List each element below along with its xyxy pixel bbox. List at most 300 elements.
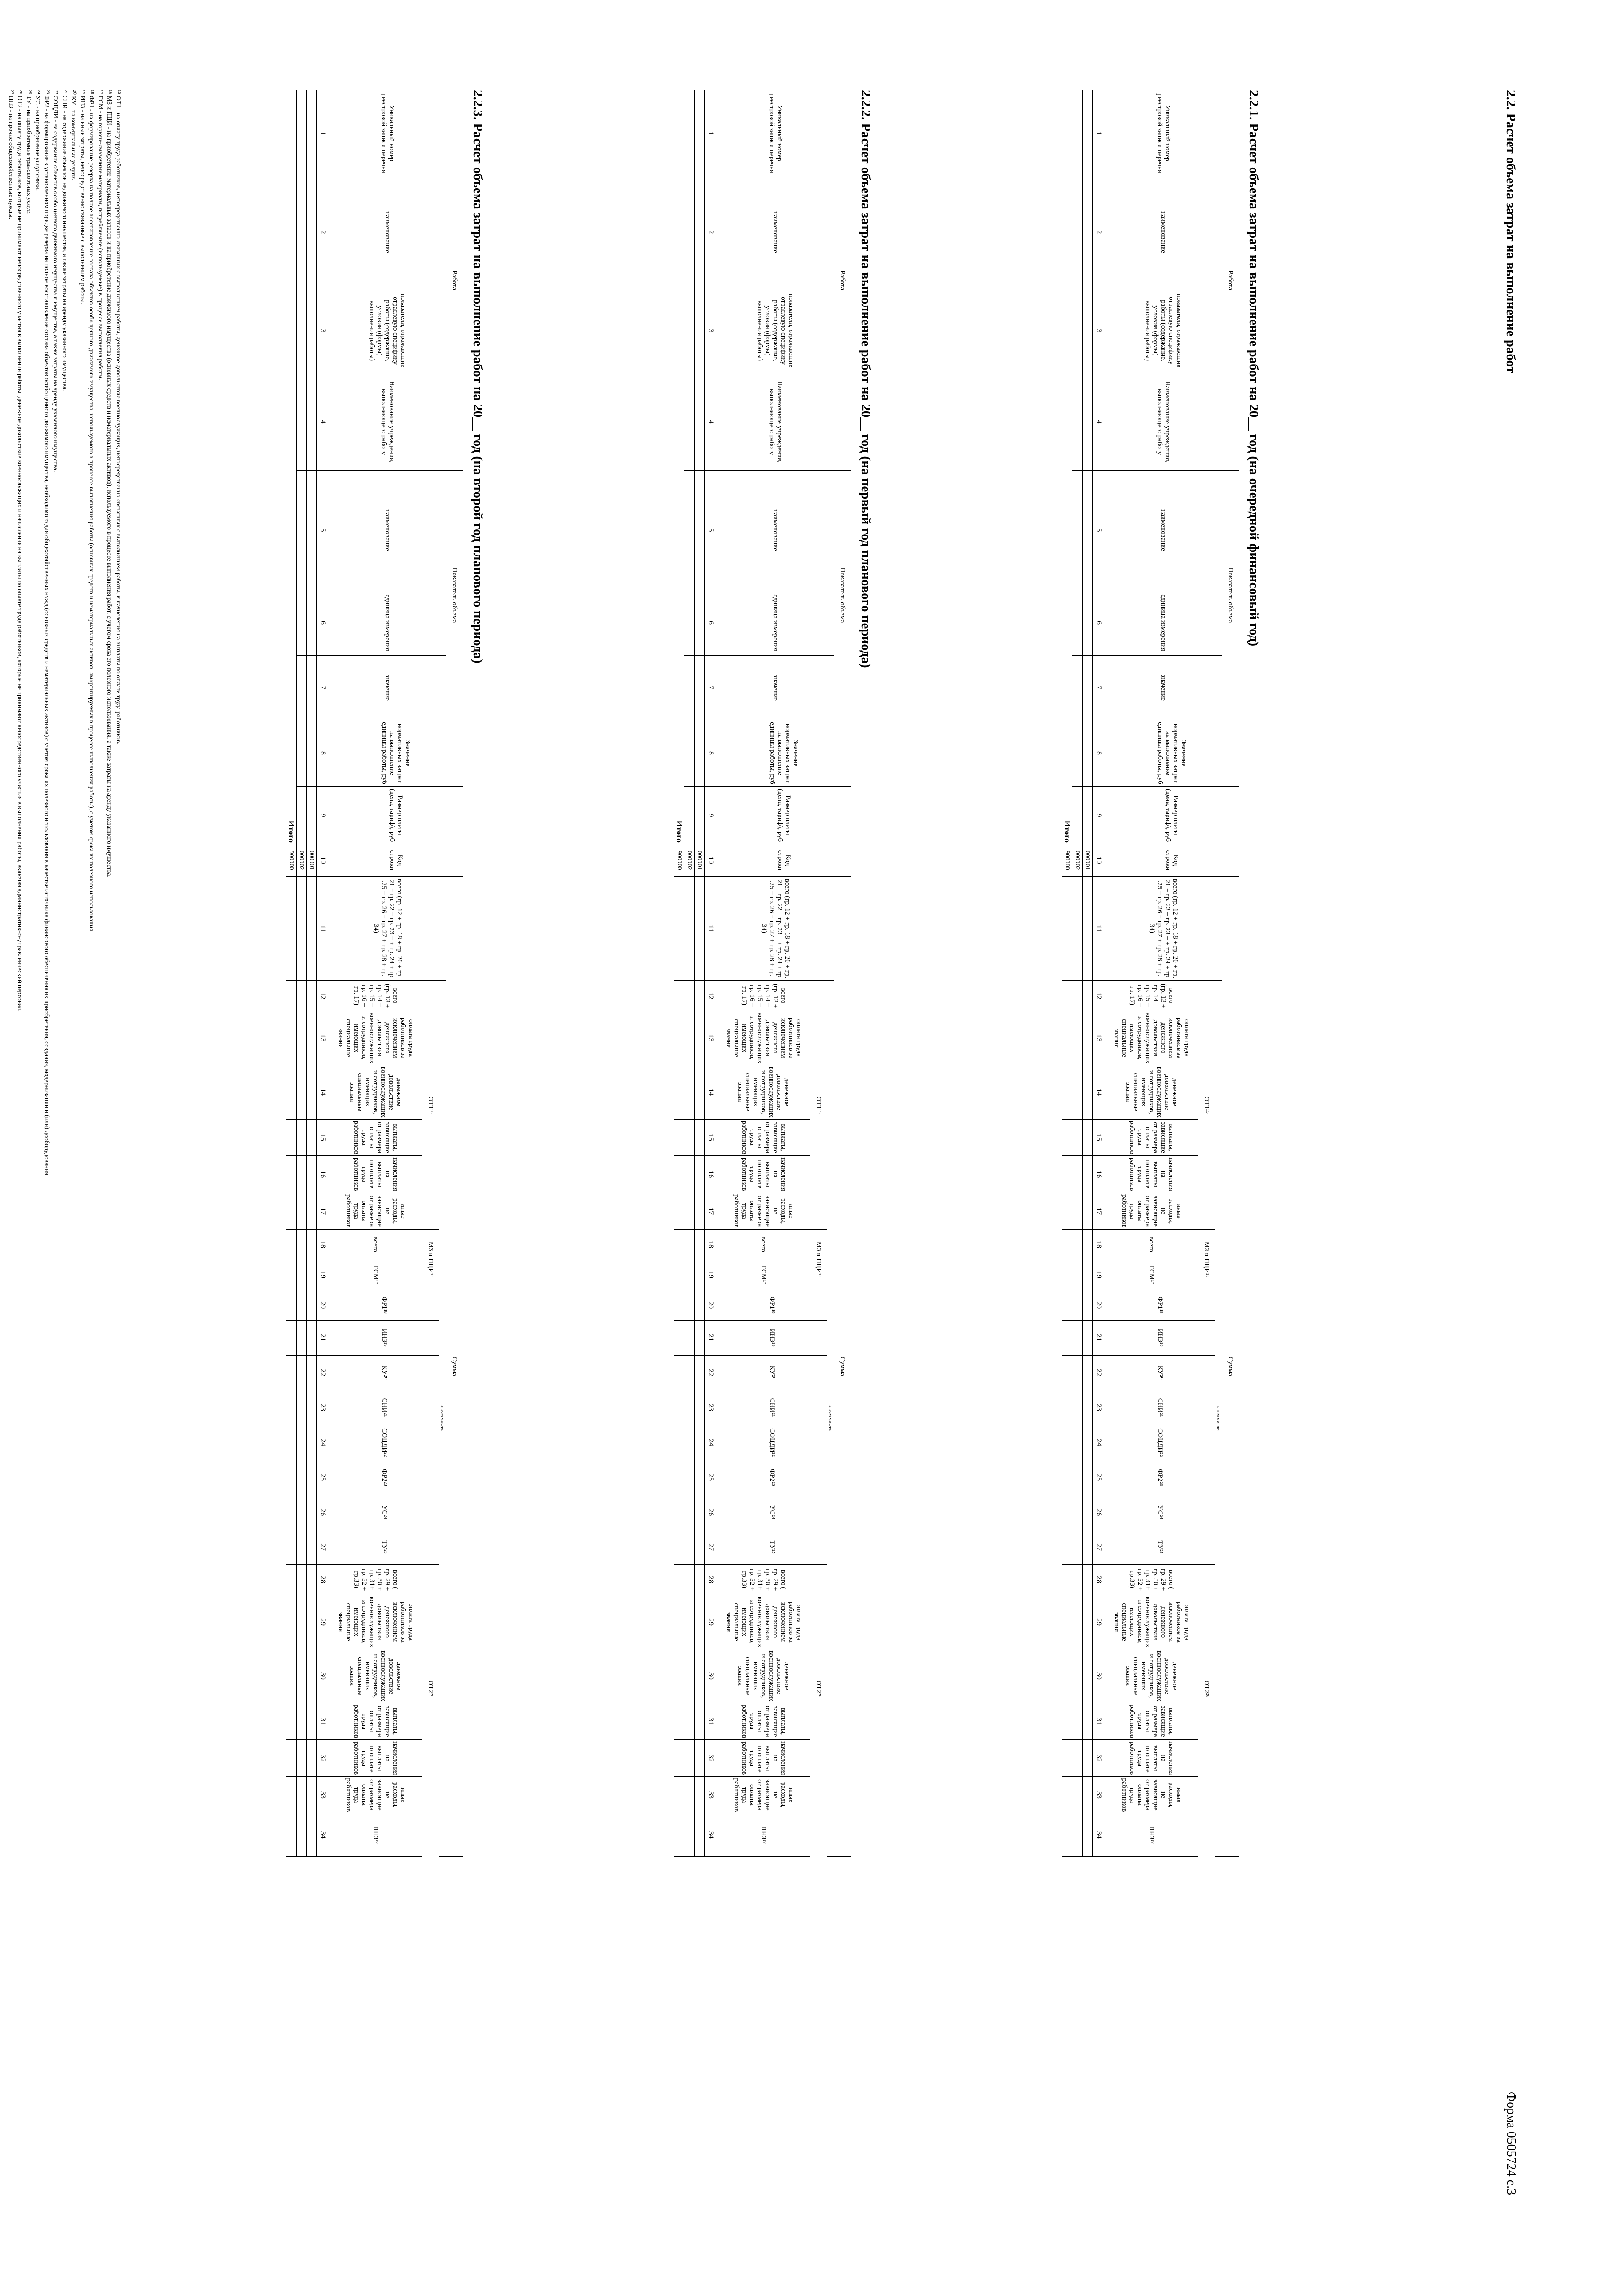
blank-cell: [695, 1649, 705, 1703]
header-c19: ГСМ¹⁷: [717, 1260, 810, 1290]
blank-cell: [695, 1595, 705, 1649]
header-c21: ИНЗ¹⁹: [329, 1320, 439, 1355]
header-c27: ТУ²⁵: [1105, 1530, 1215, 1564]
blank-cell: [307, 1229, 317, 1260]
blank-cell: [1072, 1229, 1083, 1260]
blank-cell: [1083, 1229, 1093, 1260]
blank-cell: [684, 590, 695, 656]
header-c25: ФР2²³: [717, 1460, 827, 1495]
blank-cell: [297, 1119, 307, 1156]
row-code: 000001: [307, 844, 317, 877]
blank-cell: [684, 1564, 695, 1595]
header-institution: Наименование учреждения, выполняющего работу: [1105, 373, 1222, 471]
total-row-code: 900000: [1062, 844, 1072, 877]
blank-cell: [684, 1156, 695, 1193]
header-sum: Сумма: [1222, 877, 1239, 1857]
header-c25: ФР2²³: [329, 1460, 439, 1495]
header-c24: СОЦДИ²²: [717, 1425, 827, 1460]
blank-cell: [695, 1260, 705, 1290]
column-number: 29: [705, 1595, 717, 1649]
blank-cell: [1072, 1703, 1083, 1740]
blank-cell: [286, 1460, 297, 1495]
blank-cell: [1083, 1355, 1093, 1390]
blank-cell: [307, 1740, 317, 1777]
column-number: 25: [705, 1460, 717, 1495]
blank-cell: [695, 787, 705, 844]
blank-cell: [297, 1320, 307, 1355]
blank-cell: [297, 1011, 307, 1065]
header-total-28: всего ( гр. 29 + гр. 30 + гр. 31+ гр. 32 + гр.33): [329, 1564, 422, 1595]
blank-cell: [307, 720, 317, 787]
blank-cell: [674, 1156, 684, 1193]
blank-cell: [286, 1649, 297, 1703]
header-c29: оплата труда работников за исключением денежного довольствия военнослужащих и сотрудников, имеющих специальные звания: [717, 1595, 810, 1649]
column-number: 2: [317, 176, 329, 288]
blank-cell: [297, 656, 307, 720]
column-number: 21: [1093, 1320, 1105, 1355]
blank-cell: [286, 1495, 297, 1530]
blank-cell: [1083, 590, 1093, 656]
blank-cell: [674, 1460, 684, 1495]
column-number: 23: [705, 1390, 717, 1425]
blank-cell: [307, 1065, 317, 1119]
column-number: 30: [317, 1649, 329, 1703]
header-total-11: всего (гр. 12 + гр. 18 + гр. 20 + гр. 21 + гр. 22 + гр. 23 + + гр. 24 + гр .25 + гр. 26 + гр. 27 + гр. 28 + гр. 34): [717, 877, 834, 981]
column-number: 20: [705, 1290, 717, 1320]
header-c14: денежное довольствие военнослужащих и сотрудников, имеющих специальные звания: [329, 1065, 422, 1119]
blank-cell: [695, 1011, 705, 1065]
header-volume: Показатель объема: [834, 471, 851, 720]
table-row: [1062, 90, 1072, 1857]
header-sum: Сумма: [834, 877, 851, 1857]
table-row: [1093, 90, 1105, 1857]
column-number: 7: [705, 656, 717, 720]
header-c32: начисления на выплаты по оплате труда работников: [329, 1740, 422, 1777]
header-c20: ФР1¹⁸: [1105, 1290, 1215, 1320]
blank-cell: [307, 1425, 317, 1460]
column-number: 24: [317, 1425, 329, 1460]
header-c23: СНИ²¹: [717, 1390, 827, 1425]
blank-cell: [297, 471, 307, 590]
blank-cell: [307, 877, 317, 981]
header-total-28: всего ( гр. 29 + гр. 30 + гр. 31+ гр. 32 + гр.33): [1105, 1564, 1198, 1595]
blank-cell: [1083, 877, 1093, 981]
column-number: 23: [317, 1390, 329, 1425]
header-c20: ФР1¹⁸: [329, 1290, 439, 1320]
blank-cell: [1072, 877, 1083, 981]
column-number: 3: [317, 288, 329, 373]
header-institution: Наименование учреждения, выполняющего работу: [717, 373, 834, 471]
blank-cell: [297, 590, 307, 656]
blank-cell: [684, 1011, 695, 1065]
blank-cell: [286, 1425, 297, 1460]
blank-cell: [1083, 1156, 1093, 1193]
column-number: 9: [705, 787, 717, 844]
column-number: 10: [317, 844, 329, 877]
blank-cell: [684, 90, 695, 176]
table-title: 2.2.3. Расчет объема затрат на выполнение работ на 20__ год (на второй год планового периода): [471, 90, 485, 664]
blank-cell: [695, 720, 705, 787]
header-c17: иные расходы, не зависящие от размера оплаты труда работников: [1105, 1193, 1198, 1229]
itogo-label: Итого: [1062, 90, 1072, 844]
table-row: [1215, 90, 1222, 1857]
column-number: 10: [1093, 844, 1105, 877]
column-number: 27: [1093, 1530, 1105, 1564]
blank-cell: [1072, 90, 1083, 176]
header-norm-cost: Значение нормативных затрат на выполнение единицы работы, руб: [717, 720, 851, 787]
column-number: 5: [705, 471, 717, 590]
blank-cell: [297, 1229, 307, 1260]
blank-cell: [1072, 1390, 1083, 1425]
blank-cell: [297, 1460, 307, 1495]
column-number: 21: [317, 1320, 329, 1355]
blank-cell: [1062, 1119, 1072, 1156]
table-row: [439, 90, 446, 1857]
column-number: 31: [1093, 1703, 1105, 1740]
column-number: 4: [317, 373, 329, 471]
blank-cell: [307, 981, 317, 1011]
blank-cell: [1083, 656, 1093, 720]
blank-cell: [286, 1290, 297, 1320]
header-ot1: ОТ1¹⁵: [422, 981, 439, 1230]
blank-cell: [674, 1390, 684, 1425]
header-unit: единица измерения: [1105, 590, 1222, 656]
header-including: в том числе:: [1215, 981, 1222, 1857]
header-c21: ИНЗ¹⁹: [1105, 1320, 1215, 1355]
blank-cell: [695, 877, 705, 981]
blank-cell: [1062, 877, 1072, 981]
header-c13: оплата труда работников за исключением денежного довольствия военнослужащих и сотрудников, имеющих специальные звания: [329, 1011, 422, 1065]
footnote: ²⁵ ТУ - на приобретение транспортных услуг.: [25, 90, 32, 214]
header-indicators: показатели, отражающие отраслевую специфику работы (содержание, условия (формы) выполнения работы): [1105, 288, 1222, 373]
column-number: 25: [1093, 1460, 1105, 1495]
column-number: 20: [317, 1290, 329, 1320]
header-mz: МЗ и ПЦИ¹⁶: [1198, 1229, 1215, 1290]
header-c22: КУ²⁰: [1105, 1355, 1215, 1390]
blank-cell: [1062, 1703, 1072, 1740]
blank-cell: [286, 1740, 297, 1777]
blank-cell: [297, 1390, 307, 1425]
blank-cell: [695, 1740, 705, 1777]
header-ot2: ОТ2²⁶: [810, 1564, 827, 1813]
blank-cell: [1072, 787, 1083, 844]
header-volume: Показатель объема: [1222, 471, 1239, 720]
total-row-code: 900000: [286, 844, 297, 877]
blank-cell: [1083, 288, 1093, 373]
blank-cell: [1072, 1595, 1083, 1649]
column-number: 2: [705, 176, 717, 288]
blank-cell: [297, 1530, 307, 1564]
blank-cell: [684, 787, 695, 844]
header-c30: денежное довольствие военнослужащих и сотрудников, имеющих специальные звания: [329, 1649, 422, 1703]
blank-cell: [307, 373, 317, 471]
column-number: 30: [705, 1649, 717, 1703]
blank-cell: [695, 1460, 705, 1495]
blank-cell: [674, 1703, 684, 1740]
blank-cell: [1083, 1740, 1093, 1777]
header-c24: СОЦДИ²²: [1105, 1425, 1215, 1460]
blank-cell: [1072, 1740, 1083, 1777]
table-row: [446, 90, 463, 1857]
header-work: Работа: [834, 90, 851, 471]
header-unique-number: Уникальный номер реестровой записи перечня: [717, 90, 834, 176]
header-c27: ТУ²⁵: [717, 1530, 827, 1564]
blank-cell: [674, 1119, 684, 1156]
column-number: 33: [317, 1777, 329, 1813]
blank-cell: [695, 1813, 705, 1857]
blank-cell: [1062, 981, 1072, 1011]
footnote: ¹⁸ ФР1 - на формирование резерва на полное восстановление состава объектов особо ценного движимого имущества, используемого в процессе выполнения работы (основных средств и нематериальных активов, амортизируемых в процессе выполнения работы), с учетом срока их полезного использования.: [88, 90, 95, 933]
blank-cell: [307, 1156, 317, 1193]
column-number: 22: [317, 1355, 329, 1390]
header-fee: Размер платы (цена, тариф), руб: [1105, 787, 1239, 844]
header-c31: выплаты, зависящие от размера оплаты труда работников: [717, 1703, 810, 1740]
blank-cell: [1062, 1193, 1072, 1229]
column-number: 14: [1093, 1065, 1105, 1119]
header-c23: СНИ²¹: [329, 1390, 439, 1425]
blank-cell: [1072, 1355, 1083, 1390]
blank-cell: [695, 176, 705, 288]
header-total-11: всего (гр. 12 + гр. 18 + гр. 20 + гр. 21 + гр. 22 + гр. 23 + + гр. 24 + гр .25 + гр. 26 + гр. 27 + гр. 28 + гр. 34): [1105, 877, 1222, 981]
blank-cell: [307, 1813, 317, 1857]
table-row: [834, 90, 851, 1857]
column-number: 14: [317, 1065, 329, 1119]
header-name: наименование: [329, 176, 446, 288]
blank-cell: [1083, 1813, 1093, 1857]
blank-cell: [1062, 1390, 1072, 1425]
header-name: наименование: [1105, 176, 1222, 288]
blank-cell: [297, 373, 307, 471]
blank-cell: [695, 590, 705, 656]
column-number: 19: [317, 1260, 329, 1290]
blank-cell: [684, 471, 695, 590]
blank-cell: [1083, 1460, 1093, 1495]
blank-cell: [307, 1355, 317, 1390]
blank-cell: [1083, 176, 1093, 288]
column-number: 15: [705, 1119, 717, 1156]
footnote: ²³ ФР2 - на формирование в установленном порядке резерва на полное восстановление состава объектов особо ценного движимого имущества, необходимого для общехозяйственных нужд (основных средств и нематериальных активов) с учетом срока их полезного использования в качестве источника финансового обеспечения их приобретения, создания, модернизации и (или) дооборудования.: [43, 90, 50, 1177]
header-c32: начисления на выплаты по оплате труда работников: [1105, 1740, 1198, 1777]
table-row: [1083, 90, 1093, 1857]
column-number: 9: [1093, 787, 1105, 844]
column-number: 7: [317, 656, 329, 720]
blank-cell: [297, 787, 307, 844]
blank-cell: [1062, 1460, 1072, 1495]
blank-cell: [1072, 1119, 1083, 1156]
blank-cell: [307, 1530, 317, 1564]
column-number: 18: [705, 1229, 717, 1260]
blank-cell: [684, 1390, 695, 1425]
column-number: 26: [1093, 1495, 1105, 1530]
blank-cell: [695, 1703, 705, 1740]
column-number: 15: [1093, 1119, 1105, 1156]
header-line-code: Код строки: [329, 844, 463, 877]
blank-cell: [695, 1495, 705, 1530]
header-c13: оплата труда работников за исключением денежного довольствия военнослужащих и сотрудников, имеющих специальные звания: [1105, 1011, 1198, 1065]
column-number: 6: [1093, 590, 1105, 656]
column-number: 22: [1093, 1355, 1105, 1390]
total-row-code: 900000: [674, 844, 684, 877]
blank-cell: [286, 1320, 297, 1355]
blank-cell: [684, 1740, 695, 1777]
blank-cell: [297, 1740, 307, 1777]
blank-cell: [297, 1290, 307, 1320]
column-number: 32: [1093, 1740, 1105, 1777]
blank-cell: [297, 1564, 307, 1595]
blank-cell: [695, 1320, 705, 1355]
blank-cell: [684, 981, 695, 1011]
footnote: ²⁰ КУ - на коммунальные услуги.: [70, 90, 77, 180]
column-number: 20: [1093, 1290, 1105, 1320]
header-indicators: показатели, отражающие отраслевую специфику работы (содержание, условия (формы) выполнения работы): [717, 288, 834, 373]
column-number: 25: [317, 1460, 329, 1495]
blank-cell: [674, 1065, 684, 1119]
blank-cell: [1083, 1290, 1093, 1320]
column-number: 24: [1093, 1425, 1105, 1460]
row-code: 000002: [297, 844, 307, 877]
blank-cell: [1062, 1065, 1072, 1119]
column-number: 5: [1093, 471, 1105, 590]
blank-cell: [307, 90, 317, 176]
column-number: 24: [705, 1425, 717, 1460]
blank-cell: [674, 1320, 684, 1355]
column-number: 26: [317, 1495, 329, 1530]
blank-cell: [1062, 1649, 1072, 1703]
blank-cell: [674, 1011, 684, 1065]
blank-cell: [297, 1065, 307, 1119]
header-including: в том числе:: [827, 981, 834, 1857]
blank-cell: [1083, 720, 1093, 787]
blank-cell: [674, 1564, 684, 1595]
column-number: 8: [317, 720, 329, 787]
blank-cell: [695, 1119, 705, 1156]
blank-cell: [684, 1290, 695, 1320]
blank-cell: [674, 1740, 684, 1777]
table-row: [1222, 90, 1239, 1857]
table-row: [705, 90, 717, 1857]
blank-cell: [286, 1229, 297, 1260]
blank-cell: [695, 1777, 705, 1813]
header-c31: выплаты, зависящие от размера оплаты труда работников: [1105, 1703, 1198, 1740]
header-line-code: Код строки: [717, 844, 851, 877]
blank-cell: [1083, 1564, 1093, 1595]
header-total-12: всего (гр. 13 + гр. 14 + гр. 15 + гр. 16 + гр. 17): [1105, 981, 1198, 1011]
column-number: 16: [705, 1156, 717, 1193]
blank-cell: [1062, 1530, 1072, 1564]
blank-cell: [1083, 1495, 1093, 1530]
blank-cell: [307, 1260, 317, 1290]
header-c21: ИНЗ¹⁹: [717, 1320, 827, 1355]
footnote: ²⁷ ПНЗ - на прочие общехозяйственные нужды.: [7, 90, 14, 219]
header-value: значение: [329, 656, 446, 720]
table-row: [827, 90, 834, 1857]
blank-cell: [684, 1119, 695, 1156]
row-code: 000002: [1072, 844, 1083, 877]
blank-cell: [695, 471, 705, 590]
column-number: 27: [705, 1530, 717, 1564]
blank-cell: [307, 1460, 317, 1495]
column-number: 4: [705, 373, 717, 471]
blank-cell: [1062, 1595, 1072, 1649]
blank-cell: [297, 1156, 307, 1193]
column-number: 17: [705, 1193, 717, 1229]
blank-cell: [1062, 1495, 1072, 1530]
blank-cell: [684, 1229, 695, 1260]
header-c16: начисления на выплаты по оплате труда работников: [717, 1156, 810, 1193]
header-c26: УС²⁴: [717, 1495, 827, 1530]
blank-cell: [297, 1777, 307, 1813]
blank-cell: [1072, 1193, 1083, 1229]
blank-cell: [684, 1260, 695, 1290]
blank-cell: [684, 1530, 695, 1564]
header-c19: ГСМ¹⁷: [329, 1260, 422, 1290]
blank-cell: [297, 1260, 307, 1290]
footnote: ¹⁹ ИНЗ - на иные затраты, непосредственно связанные с выполнением работы.: [79, 90, 86, 304]
header-c33: иные расходы, не зависящие от размера оплаты труда работников: [717, 1777, 810, 1813]
header-c34: ПНЗ²⁷: [329, 1813, 422, 1857]
row-code: 000002: [684, 844, 695, 877]
column-number: 34: [317, 1813, 329, 1857]
header-c22: КУ²⁰: [329, 1355, 439, 1390]
column-number: 7: [1093, 656, 1105, 720]
column-number: 13: [705, 1011, 717, 1065]
blank-cell: [1072, 1425, 1083, 1460]
blank-cell: [307, 1595, 317, 1649]
blank-cell: [684, 877, 695, 981]
header-fee: Размер платы (цена, тариф), руб: [717, 787, 851, 844]
column-number: 17: [1093, 1193, 1105, 1229]
blank-cell: [684, 1703, 695, 1740]
column-number: 11: [705, 877, 717, 981]
blank-cell: [1062, 1156, 1072, 1193]
blank-cell: [674, 1813, 684, 1857]
header-mz: МЗ и ПЦИ¹⁶: [422, 1229, 439, 1290]
column-number: 19: [1093, 1260, 1105, 1290]
header-mz: МЗ и ПЦИ¹⁶: [810, 1229, 827, 1290]
header-unique-number: Уникальный номер реестровой записи перечня: [329, 90, 446, 176]
header-c32: начисления на выплаты по оплате труда работников: [717, 1740, 810, 1777]
header-c34: ПНЗ²⁷: [717, 1813, 810, 1857]
footnote: ²⁴ УС - на приобретение услуг связи.: [34, 90, 41, 191]
blank-cell: [1083, 1011, 1093, 1065]
blank-cell: [1072, 1065, 1083, 1119]
footnote: ²¹ СНИ - на содержание объектов недвижимого имущества, а также затраты на аренду указанного имущества.: [61, 90, 68, 391]
blank-cell: [684, 1320, 695, 1355]
blank-cell: [1072, 1495, 1083, 1530]
column-number: 31: [317, 1703, 329, 1740]
footnote: ¹⁶ МЗ и ПЦИ - на приобретение материальных запасов и на приобретение движимого имущества (основных средств и нематериальных активов), используемого в процессе выполнения работ, с учетом срока его полезного использования, а также затраты на аренду указанного имущества.: [106, 90, 113, 878]
column-number: 6: [317, 590, 329, 656]
column-number: 1: [705, 90, 717, 176]
header-name: наименование: [717, 176, 834, 288]
column-number: 3: [1093, 288, 1105, 373]
footnote: ¹⁵ ОТ1 - на оплату труда работников, непосредственно связанных с выполнением работы, денежное довольствие военнослужащих, непосредственно связанных с выполнением работы, и начисления на выплаты по оплате труда работников.: [115, 90, 122, 744]
header-unique-number: Уникальный номер реестровой записи перечня: [1105, 90, 1222, 176]
blank-cell: [1072, 1320, 1083, 1355]
blank-cell: [1083, 1260, 1093, 1290]
header-total-28: всего ( гр. 29 + гр. 30 + гр. 31+ гр. 32 + гр.33): [717, 1564, 810, 1595]
blank-cell: [307, 1320, 317, 1355]
blank-cell: [684, 1355, 695, 1390]
blank-cell: [1072, 1290, 1083, 1320]
blank-cell: [297, 1649, 307, 1703]
header-c15: выплаты, зависящие от размера оплаты труда работников: [1105, 1119, 1198, 1156]
column-number: 12: [705, 981, 717, 1011]
blank-cell: [297, 1813, 307, 1857]
blank-cell: [674, 1530, 684, 1564]
header-c15: выплаты, зависящие от размера оплаты труда работников: [717, 1119, 810, 1156]
blank-cell: [1072, 981, 1083, 1011]
